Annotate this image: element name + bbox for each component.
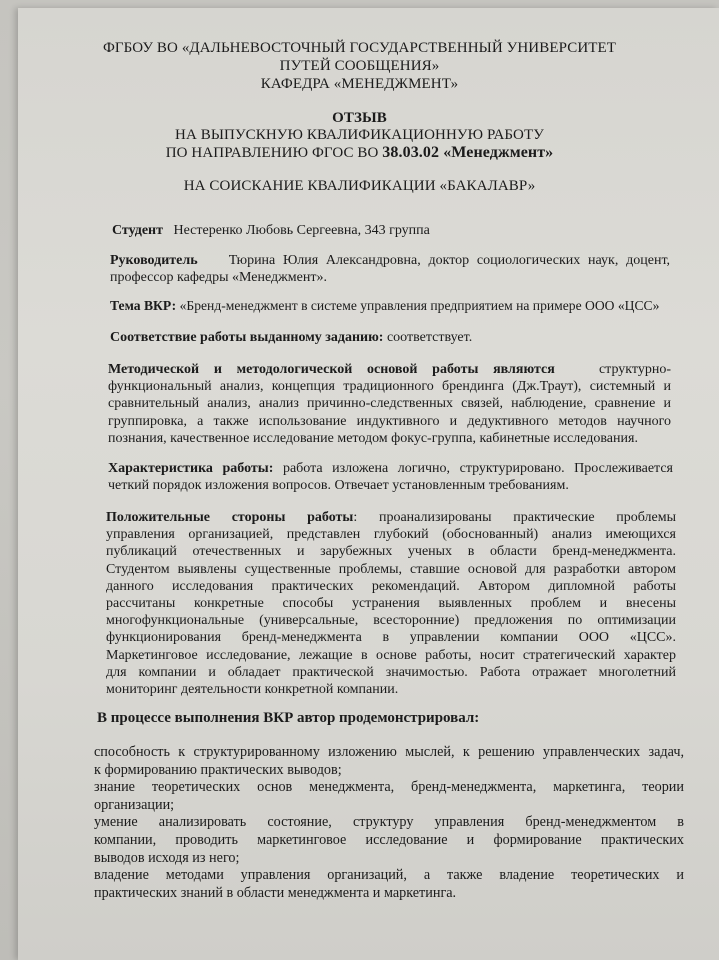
compliance-field [110, 329, 680, 346]
positives-line1: : проанализированы практические проблемы [353, 510, 676, 525]
positives-line: Маркетинговое исследование, лежащие в основе работы, носит стратегический характер [106, 647, 676, 663]
student-value: Нестеренко Любовь Сергеевна, 343 группа [173, 223, 430, 238]
characteristics-label: Характеристика работы: [108, 461, 274, 476]
demonstrated-heading [97, 710, 677, 727]
topic-field [110, 297, 680, 314]
organization-name-line2: ПУТЕЙ СООБЩЕНИЯ» [279, 58, 440, 74]
positives-line: многофункциональные (универсальные, всесторонние) предложения по оптимизации [106, 613, 676, 629]
supervisor-label: Руководитель [110, 253, 198, 268]
list-item: владение методами управления организаций, а также владение теоретических и [94, 867, 684, 884]
positives-line: мониторинг деятельности конкретной компании. [106, 682, 399, 698]
methods-line: группировка, а также использование индуктивного и дедуктивного методов научного [108, 413, 671, 429]
characteristics-line1: работа изложена логично, структурировано. Прослеживается [282, 461, 673, 476]
list-item-continuation: компании, проводить маркетинговое исследование и формирование практических [94, 831, 684, 848]
list-item: способность к структурированному изложению мыслей, к решению управленческих задач, [94, 744, 684, 760]
list-item: знание теоретических основ менеджмента, бренд-менеджмента, маркетинга, теории [94, 779, 684, 796]
topic-label: Тема ВКР: [110, 298, 177, 313]
list-item-continuation: к формированию практических выводов; [94, 761, 342, 778]
supervisor-value-line2: профессор кафедры «Менеджмент». [110, 270, 327, 286]
positives-line: для компании и обладает практической значимостью. Работа отражает многолетний [106, 664, 676, 680]
document-title: ОТЗЫВ [332, 110, 387, 126]
supervisor-field [110, 252, 670, 286]
methods-label: Методической и методологической основой работы являются [108, 362, 555, 377]
methods-paragraph [108, 361, 671, 447]
direction-prefix: ПО НАПРАВЛЕНИЮ ФГОС ВО [165, 145, 379, 161]
positives-line: Студентом выявлены существенные проблемы, ставшие основой для разработки автором [106, 561, 676, 577]
positives-line: данного исследования практических рекомендаций. Автором дипломной работы [106, 578, 676, 594]
positives-line: публикаций отечественных и зарубежных ученых в области бренд-менеджмента. [106, 544, 676, 560]
supervisor-value-line1: Тюрина Юлия Александровна, доктор социологических наук, доцент, [228, 253, 671, 268]
document-subtitle-2 [0, 144, 719, 162]
demonstrated-heading-text: В процессе выполнения ВКР автор продемонстрировал: [97, 710, 480, 726]
methods-line: сравнительный анализ, анализ причинно-следственных связей, наблюдение, сравнение и [108, 396, 671, 412]
positives-paragraph [106, 509, 676, 698]
positives-line: функционирования бренд-менеджмента в управлении компании ООО «ЦСС». [106, 630, 676, 646]
methods-line: познания, качественное исследование методом фокус-группа, кабинетные исследования. [108, 430, 638, 446]
characteristics-line2: четкий порядок изложения вопросов. Отвечает установленным требованиям. [108, 478, 569, 494]
organization-name-line1: ФГБОУ ВО «ДАЛЬНЕВОСТОЧНЫЙ ГОСУДАРСТВЕННЫЙ УНИВЕРСИТЕТ [102, 40, 617, 56]
characteristics-paragraph [108, 460, 673, 494]
list-item-continuation: выводов исходя из него; [94, 849, 240, 866]
methods-line: функциональный анализ, концепция традиционного брендинга (Дж.Траут), системный и [108, 379, 671, 395]
methods-line: структурно- [598, 362, 671, 377]
document-subtitle-1: НА ВЫПУСКНУЮ КВАЛИФИКАЦИОННУЮ РАБОТУ [175, 127, 544, 143]
student-label: Студент [112, 223, 163, 238]
topic-value: «Бренд-менеджмент в системе управления предприятием на примере ООО «ЦСС» [179, 298, 660, 313]
list-item: умение анализировать состояние, структуру управления бренд-менеджментом в [94, 814, 684, 831]
demonstrated-list [94, 744, 684, 902]
positives-line: управления организацией, представлен глубокий (обоснованный) анализ имеющихся [106, 527, 676, 543]
student-field [112, 222, 672, 239]
compliance-value: соответствует. [386, 330, 473, 345]
department-name: КАФЕДРА «МЕНЕДЖМЕНТ» [260, 76, 459, 92]
list-item-continuation: организации; [94, 796, 175, 813]
direction-code: 38.03.02 «Менеджмент» [382, 144, 554, 161]
compliance-label: Соответствие работы выданному заданию: [110, 330, 384, 345]
document-subtitle-3: НА СОИСКАНИЕ КВАЛИФИКАЦИИ «БАКАЛАВР» [183, 178, 536, 194]
list-item-continuation: практических знаний в области менеджмента и маркетинга. [94, 884, 457, 901]
positives-line: рассчитаны конкретные способы устранения выявленных проблем и внесены [106, 596, 676, 612]
positives-label: Положительные стороны работы [106, 510, 354, 525]
